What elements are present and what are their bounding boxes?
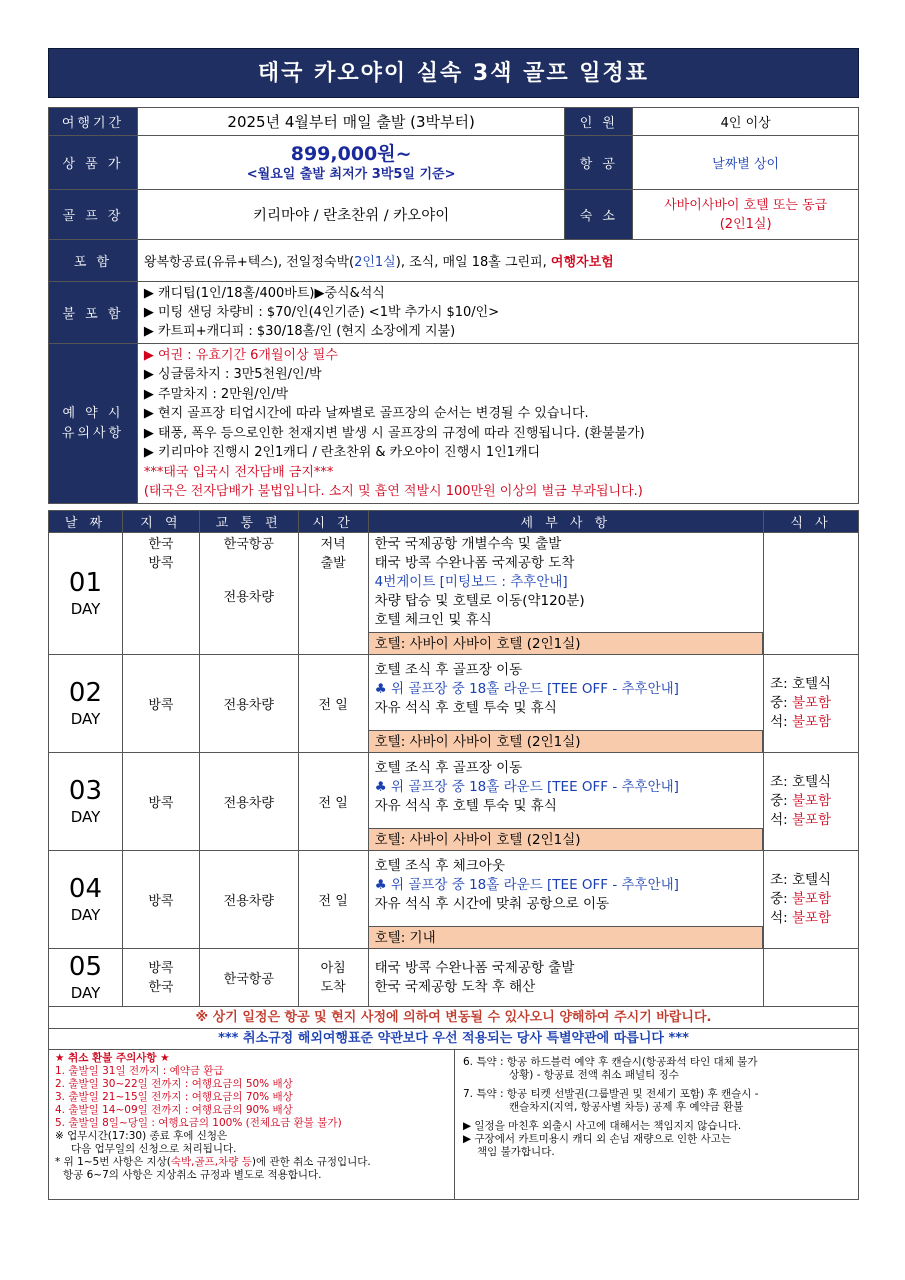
detail-line: 자유 석식 후 시간에 맞춰 공항으로 이동 <box>374 896 610 912</box>
time-text: 도착 <box>320 979 346 995</box>
meal-breakfast: 조: 호텔식 <box>770 676 832 692</box>
region-text: 방콕 <box>148 556 174 571</box>
exclude-item: ▶ 카트피+캐디피 : $30/18홀/인 (현지 소장에게 지불) <box>143 324 456 339</box>
notes-label-2: 유의사항 <box>61 425 125 441</box>
cancel-heading: ★ 취소 환불 주의사항 ★ <box>55 1052 170 1064</box>
col-header-region: 지 역 <box>122 511 199 533</box>
detail-line: ♣ 위 골프장 중 18홀 라운드 [TEE OFF - 추후안내] <box>374 877 679 893</box>
detail-line: 호텔 체크인 및 휴식 <box>374 612 492 628</box>
meal-lunch: 중: 불포함 <box>770 793 832 809</box>
day-number: 04 <box>68 873 103 904</box>
detail-line: 호텔 조식 후 골프장 이동 <box>374 760 523 776</box>
meal-dinner: 석: 불포함 <box>770 812 832 828</box>
special-term-7: 7. 특약 : 항공 티켓 선발권(그룹발권 및 전세기 포함) 후 캔슬시 - 캔슬차지(지역, 항공사별 차등) 공제 후 예약금 환불 <box>463 1088 759 1113</box>
schedule-table <box>48 510 859 1007</box>
meal-cell <box>764 949 859 1007</box>
cancel-rule: 2. 출발일 30~22일 전까지 : 여행요금의 50% 배상 <box>55 1078 293 1090</box>
day-cell <box>49 753 123 851</box>
detail-line: 자유 석식 후 호텔 투숙 및 휴식 <box>374 700 557 716</box>
exclude-item: ▶ 캐디팁(1인/18홀/400바트)▶중식&석식 <box>143 286 385 301</box>
info-table <box>48 107 859 504</box>
detail-line: ♣ 위 골프장 중 18홀 라운드 [TEE OFF - 추후안내] <box>374 779 679 795</box>
meal-cell <box>764 753 859 851</box>
office-hours-note-2: 다음 업무일의 신청으로 처리됩니다. <box>71 1143 237 1155</box>
meal-breakfast: 조: 호텔식 <box>770 872 832 888</box>
day-number: 05 <box>68 951 103 982</box>
notes-item: ▶ 싱글룸차지 : 3만5천원/인/박 <box>143 367 322 382</box>
schedule-change-notice: ※ 상기 일정은 항공 및 현지 사정에 의하여 변동될 수 있사오니 양해하여 주시기 바랍니다. <box>48 1007 859 1029</box>
detail-line: 자유 석식 후 호텔 투숙 및 휴식 <box>374 798 557 814</box>
notes-list <box>137 344 858 504</box>
notes-item: ▶ 태풍, 폭우 등으로인한 천재지변 발생 시 골프장의 규정에 따라 진행됩니다. (환불불가) <box>143 425 645 441</box>
include-room: 2인1실 <box>354 255 396 270</box>
exclude-item: ▶ 미팅 샌딩 차량비 : $70/인(4인기준) <1박 추가시 $10/인> <box>143 305 500 320</box>
price-cell <box>137 136 564 190</box>
day-cell <box>49 533 123 655</box>
transport-text: 전용차량 <box>223 590 274 605</box>
region-cell <box>122 949 199 1007</box>
day-label: DAY <box>70 599 101 618</box>
meal-lunch: 중: 불포함 <box>770 891 832 907</box>
transport-cell: 전용차량 <box>199 655 298 753</box>
meal-cell <box>764 533 859 655</box>
notes-label-1: 예 약 시 <box>62 405 124 421</box>
transport-text: 한국항공 <box>223 537 274 552</box>
hotel-info: 호텔: 기내 <box>369 926 763 948</box>
cancel-rules <box>49 1050 455 1199</box>
people-label: 인 원 <box>565 108 633 136</box>
include-value <box>137 240 858 282</box>
detail-cell <box>368 655 763 753</box>
airline-label: 항 공 <box>565 136 633 190</box>
rule-scope-note-2: 항공 6~7의 사항은 지상취소 규정과 별도로 적용합니다. <box>63 1169 322 1181</box>
day-cell <box>49 851 123 949</box>
special-terms <box>455 1050 858 1199</box>
price-value: 899,000원~ <box>290 142 412 165</box>
meal-lunch: 중: 불포함 <box>770 695 832 711</box>
exclude-list <box>137 282 858 344</box>
notes-label <box>49 344 138 504</box>
detail-line: 4번게이트 [미팅보드 : 추후안내] <box>374 574 568 590</box>
hotel-info: 호텔: 사바이 사바이 호텔 (2인1실) <box>369 828 763 850</box>
include-label: 포 함 <box>49 240 138 282</box>
transport-cell: 전용차량 <box>199 851 298 949</box>
notes-item: ▶ 현지 골프장 티업시간에 따라 날짜별로 골프장의 순서는 변경될 수 있습니다. <box>143 406 589 421</box>
golf-label: 골 프 장 <box>49 190 138 240</box>
detail-line: 한국 국제공항 개별수속 및 출발 <box>374 536 562 552</box>
include-text-2: ), 조식, 매일 18홀 그린피, <box>395 255 551 270</box>
time-text: 저녁 <box>320 537 346 552</box>
table-row <box>49 851 859 949</box>
meal-dinner: 석: 불포함 <box>770 910 832 926</box>
region-text: 방콕 <box>148 960 174 976</box>
notes-warning-detail: (태국은 전자담배가 불법입니다. 소지 및 흡연 적발시 100만원 이상의 벌금 부과됩니다.) <box>143 484 643 499</box>
lodging-label: 숙 소 <box>565 190 633 240</box>
meal-cell <box>764 655 859 753</box>
airline-value: 날짜별 상이 <box>633 136 859 190</box>
cancel-rule: 4. 출발일 14~09일 전까지 : 여행요금의 90% 배상 <box>55 1104 293 1116</box>
table-row <box>49 949 859 1007</box>
detail-cell <box>368 949 763 1007</box>
table-row <box>49 753 859 851</box>
price-label: 상 품 가 <box>49 136 138 190</box>
col-header-date: 날 짜 <box>49 511 123 533</box>
region-cell: 방콕 <box>122 753 199 851</box>
time-cell: 전 일 <box>298 851 368 949</box>
period-value: 2025년 4월부터 매일 출발 (3박부터) <box>137 108 564 136</box>
rule-scope-note: * 위 1~5번 사항은 지상(숙박,골프,차량 등)에 관한 취소 규정입니다. <box>55 1156 371 1168</box>
region-text: 한국 <box>148 537 174 552</box>
notes-passport: ▶ 여권 : 유효기간 6개월이상 필수 <box>143 347 338 363</box>
office-hours-note: ※ 업무시간(17:30) 종료 후에 신청은 <box>55 1130 228 1142</box>
transport-cell: 전용차량 <box>199 753 298 851</box>
detail-line: 차량 탑승 및 호텔로 이동(약120분) <box>374 593 585 609</box>
include-insurance: 여행자보험 <box>550 255 614 270</box>
day-cell <box>49 949 123 1007</box>
cancel-rule: 5. 출발일 8일~당일 : 여행요금의 100% (전체요금 환불 불가) <box>55 1117 342 1129</box>
hotel-info: 호텔: 사바이 사바이 호텔 (2인1실) <box>369 730 763 752</box>
day-number: 01 <box>68 567 103 598</box>
detail-line: 호텔 조식 후 체크아웃 <box>374 858 505 874</box>
time-cell <box>298 533 368 655</box>
hotel-info: 호텔: 사바이 사바이 호텔 (2인1실) <box>369 632 763 654</box>
table-row <box>49 655 859 753</box>
special-term-6: 6. 특약 : 항공 하드블럭 예약 후 캔슬시(항공좌석 타인 대체 불가 상황) - 항공료 전액 취소 패널티 징수 <box>463 1056 758 1081</box>
day-cell <box>49 655 123 753</box>
col-header-time: 시 간 <box>298 511 368 533</box>
day-label: DAY <box>70 905 101 924</box>
day-number: 03 <box>68 775 103 806</box>
transport-cell <box>199 533 298 655</box>
time-text: 출발 <box>320 556 346 571</box>
region-cell: 방콕 <box>122 655 199 753</box>
detail-cell <box>368 851 763 949</box>
detail-line: 한국 국제공항 도착 후 해산 <box>374 978 536 995</box>
detail-line: ♣ 위 골프장 중 18홀 라운드 [TEE OFF - 추후안내] <box>374 681 679 697</box>
people-value: 4인 이상 <box>633 108 859 136</box>
period-label: 여행기간 <box>49 108 138 136</box>
time-cell: 전 일 <box>298 655 368 753</box>
golf-value: 키리마야 / 란초찬위 / 카오야이 <box>137 190 564 240</box>
exclude-label: 불 포 함 <box>49 282 138 344</box>
include-text: 왕복항공료(유류+텍스), 전일정숙박( <box>143 255 355 270</box>
page-title: 태국 카오야이 실속 3색 골프 일정표 <box>48 48 859 98</box>
region-text: 한국 <box>148 979 174 995</box>
time-text: 아침 <box>320 960 346 976</box>
table-row <box>49 533 859 655</box>
disclaimer-2: ▶ 구장에서 카트미용시 캐디 외 손님 재량으로 인한 사고는 책임 불가합니다. <box>463 1133 732 1158</box>
detail-line: 태국 방콕 수완나폼 국제공항 출발 <box>374 959 575 976</box>
lodging-value: 사바이사바이 호텔 또는 동급 <box>664 197 828 213</box>
cancel-policy-notice: *** 취소규정 해외여행표준 약관보다 우선 적용되는 당사 특별약관에 따릅니다 *** <box>48 1029 859 1050</box>
cancel-section <box>48 1050 859 1200</box>
detail-cell <box>368 753 763 851</box>
itinerary-page <box>48 48 859 1200</box>
col-header-meals: 식 사 <box>764 511 859 533</box>
cancel-rule: 1. 출발일 31일 전까지 : 예약금 환급 <box>55 1065 224 1077</box>
notes-warning: ***태국 입국시 전자담배 금지*** <box>143 464 334 480</box>
transport-cell: 한국항공 <box>199 949 298 1007</box>
detail-line: 태국 방콕 수완나폼 국제공항 도착 <box>374 555 575 571</box>
day-label: DAY <box>70 807 101 826</box>
day-label: DAY <box>70 983 101 1002</box>
lodging-room: (2인1실) <box>719 216 772 232</box>
meal-dinner: 석: 불포함 <box>770 714 832 730</box>
time-cell <box>298 949 368 1007</box>
meal-cell <box>764 851 859 949</box>
disclaimer-1: ▶ 일정을 마친후 외출시 사고에 대해서는 책임지지 않습니다. <box>463 1120 742 1132</box>
col-header-details: 세 부 사 항 <box>368 511 763 533</box>
meal-breakfast: 조: 호텔식 <box>770 774 832 790</box>
day-label: DAY <box>70 709 101 728</box>
region-cell <box>122 533 199 655</box>
time-cell: 전 일 <box>298 753 368 851</box>
day-number: 02 <box>68 677 103 708</box>
notes-item: ▶ 키리마야 진행시 2인1캐디 / 란초찬위 & 카오야이 진행시 1인1캐디 <box>143 445 541 460</box>
lodging-cell <box>633 190 859 240</box>
notes-item: ▶ 주말차지 : 2만원/인/박 <box>143 386 289 402</box>
cancel-rule: 3. 출발일 21~15일 전까지 : 여행요금의 70% 배상 <box>55 1091 293 1103</box>
detail-line: 호텔 조식 후 골프장 이동 <box>374 662 523 678</box>
price-note: <월요일 출발 최저가 3박5일 기준> <box>246 166 456 182</box>
detail-cell <box>368 533 763 655</box>
region-cell: 방콕 <box>122 851 199 949</box>
col-header-transport: 교 통 편 <box>199 511 298 533</box>
